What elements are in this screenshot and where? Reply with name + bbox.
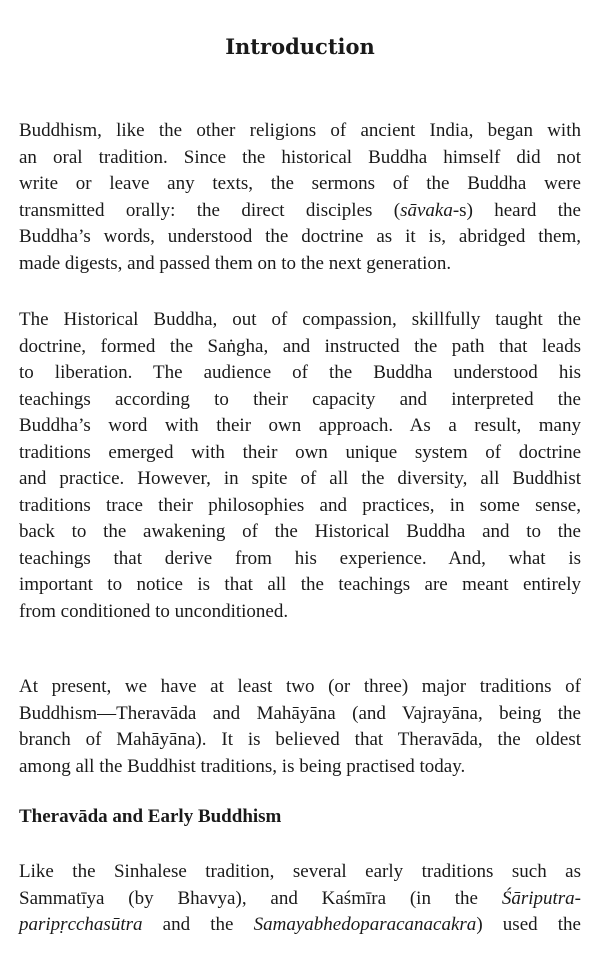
text-segment: ) used the — [476, 914, 581, 935]
text-line — [19, 912, 581, 939]
paragraph-oral-tradition — [19, 118, 581, 277]
text-line: and practice. However, in spite of all the diversity, all Buddhist — [19, 468, 581, 489]
text-title-italic: paripṛcchasūtra — [19, 914, 143, 935]
text-line: traditions trace their philosophies and practices, in some sense, — [19, 494, 581, 516]
text-title-italic: Śāriputra- — [501, 887, 581, 909]
text-line — [19, 198, 581, 225]
text-line: doctrine, formed the Saṅgha, and instructed the path that leads — [19, 335, 581, 357]
term-italic: sāvaka — [400, 199, 453, 221]
text-line: Buddha’s words, understood the doctrine as it is, abridged them, — [19, 226, 581, 247]
text-line: branch of Mahāyāna). It is believed that Theravāda, the oldest — [19, 729, 581, 750]
section-heading: Theravāda and Early Buddhism — [19, 806, 282, 827]
text-line: an oral tradition. Since the historical Buddha himself did not — [19, 146, 581, 168]
text-line: traditions emerged with their own unique system of doctrine — [19, 441, 581, 463]
paragraph-major-traditions — [19, 674, 581, 780]
text-line: back to the awakening of the Historical Buddha and to the — [19, 521, 581, 542]
text-line: The Historical Buddha, out of compassion, skillfully taught the — [19, 309, 581, 330]
paragraph-historical-buddha — [19, 307, 581, 625]
text-line: At present, we have at least two (or three) major traditions of — [19, 676, 581, 697]
text-line: to liberation. The audience of the Buddha understood his — [19, 362, 581, 383]
text-line: Buddhism—Theravāda and Mahāyāna (and Vajrayāna, being the — [19, 702, 581, 724]
paragraph-early-traditions — [19, 859, 581, 939]
text-segment: transmitted orally: the direct disciples ( — [19, 199, 401, 221]
text-line: made digests, and passed them on to the next generation. — [19, 252, 452, 274]
text-title-italic: Samayabhedoparacanacakra — [253, 914, 477, 935]
text-line: from conditioned to unconditioned. — [19, 600, 289, 622]
text-segment: -s) heard the — [452, 199, 581, 221]
text-line: teachings that derive from his experience. And, what is — [19, 547, 581, 569]
text-line: teachings according to their capacity and interpreted the — [19, 388, 581, 410]
text-segment: Sammatīya (by Bhavya), and Kaśmīra (in the — [19, 887, 502, 909]
text-line: among all the Buddhist traditions, is being practised today. — [19, 755, 466, 777]
text-line: Buddha’s word with their own approach. As a result, many — [19, 415, 581, 436]
text-line — [19, 886, 581, 913]
chapter-title: Introduction — [225, 34, 375, 59]
text-line: important to notice is that all the teachings are meant entirely — [19, 574, 581, 595]
text-line: Like the Sinhalese tradition, several early traditions such as — [19, 861, 581, 882]
text-line: Buddhism, like the other religions of ancient India, began with — [19, 120, 581, 141]
text-segment: and the — [142, 914, 254, 935]
text-line: write or leave any texts, the sermons of the Buddha were — [19, 173, 581, 194]
